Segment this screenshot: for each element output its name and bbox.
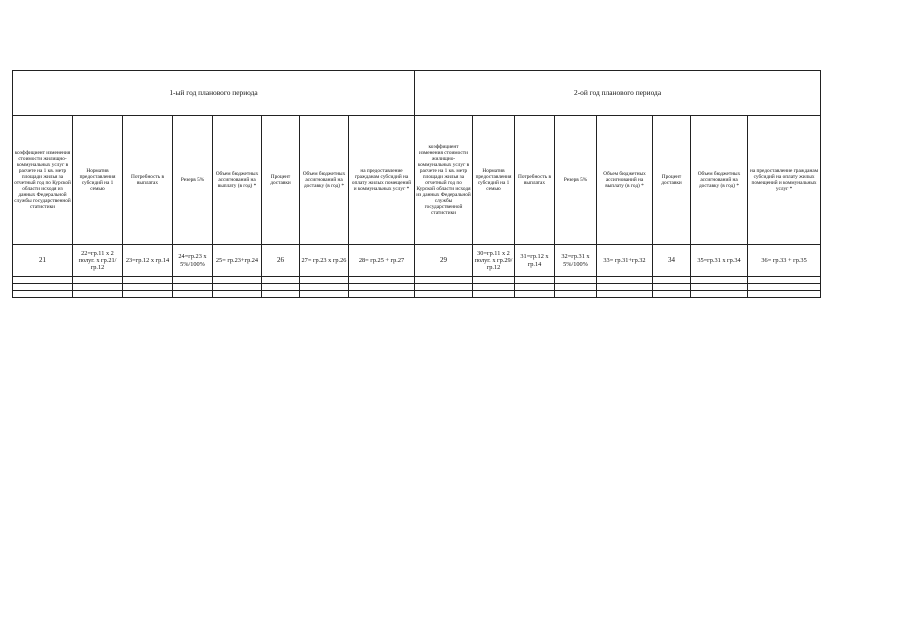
formula-cell: 28= гр.25 + гр.27 bbox=[349, 245, 415, 277]
formula-cell: 27= гр.23 х гр.26 bbox=[300, 245, 349, 277]
header-cell: коэффициент изменения стоимости жилищно-коммунальных услуг в расчете на 1 кв. метр площади жилья за отчетный год по Курской области исходя из данных Федеральной службы государственной статистики bbox=[13, 116, 73, 245]
header-cell: Потребность в выплатах bbox=[123, 116, 173, 245]
header-cell: на предоставление гражданам субсидий на оплату жилых помещений и коммунальных услуг * bbox=[349, 116, 415, 245]
formula-row bbox=[13, 245, 821, 277]
formula-cell: 30=гр.11 х 2 полуг. х гр.29/гр.12 bbox=[473, 245, 515, 277]
header-cell: Объем бюджетных ассигнований на доставку (в год) * bbox=[300, 116, 349, 245]
formula-cell: 31=гр.12 х гр.14 bbox=[515, 245, 555, 277]
formula-cell: 36= гр.33 + гр.35 bbox=[748, 245, 821, 277]
header-cell: Резерв 5% bbox=[555, 116, 597, 245]
period-header-row bbox=[13, 71, 821, 116]
header-cell: Объем бюджетных ассигнований на доставку (в год) * bbox=[691, 116, 748, 245]
header-cell: коэффициент изменения стоимости жилищно-коммунальных услуг в расчете на 1 кв. метр площади жилья за отчетный год по Курской области исходя из данных Федеральной службы государственной статистики bbox=[415, 116, 473, 245]
formula-cell: 25= гр.23+гр.24 bbox=[213, 245, 262, 277]
header-cell: Резерв 5% bbox=[173, 116, 213, 245]
formula-cell: 22=гр.11 х 2 полуг. х гр.21/гр.12 bbox=[73, 245, 123, 277]
formula-cell: 32=гр.31 х 5%/100% bbox=[555, 245, 597, 277]
empty-row bbox=[13, 291, 821, 298]
empty-row bbox=[13, 277, 821, 284]
header-cell: Норматив предоставления субсидий на 1 семью bbox=[73, 116, 123, 245]
formula-cell: 24=гр.23 х 5%/100% bbox=[173, 245, 213, 277]
formula-cell: 21 bbox=[13, 245, 73, 277]
column-header-row bbox=[13, 116, 821, 245]
formula-cell: 26 bbox=[262, 245, 300, 277]
header-cell: Норматив предоставления субсидий на 1 семью bbox=[473, 116, 515, 245]
formula-cell: 35=гр.31 х гр.34 bbox=[691, 245, 748, 277]
header-cell: Объем бюджетных ассигнований на выплату (в год) * bbox=[597, 116, 653, 245]
formula-cell: 34 bbox=[653, 245, 691, 277]
empty-row bbox=[13, 284, 821, 291]
formula-cell: 33= гр.31+гр.32 bbox=[597, 245, 653, 277]
budget-table bbox=[12, 70, 821, 298]
header-cell: Процент доставки bbox=[262, 116, 300, 245]
formula-cell: 29 bbox=[415, 245, 473, 277]
header-cell: Потребность в выплатах bbox=[515, 116, 555, 245]
period-2-title: 2-ой год планового периода bbox=[415, 71, 821, 116]
header-cell: Процент доставки bbox=[653, 116, 691, 245]
header-cell: на предоставление гражданам субсидий на оплату жилых помещений и коммунальных услуг * bbox=[748, 116, 821, 245]
formula-cell: 23=гр.12 х гр.14 bbox=[123, 245, 173, 277]
period-1-title: 1-ый год планового периода bbox=[13, 71, 415, 116]
header-cell: Объем бюджетных ассигнований на выплату (в год) * bbox=[213, 116, 262, 245]
